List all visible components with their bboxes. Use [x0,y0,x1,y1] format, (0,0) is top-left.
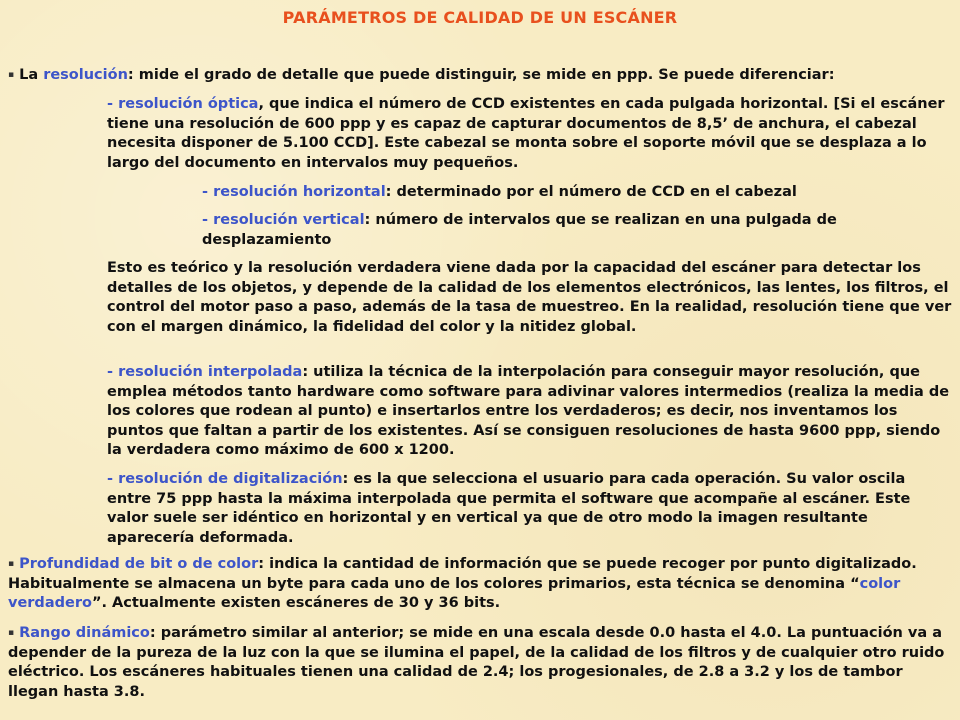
color-verdadero-term: color verdadero [8,575,901,611]
digitalizacion-text: : es la que selecciona el usuario para cada operación. Su valor oscila entre 75 ppp hasta la máxima interpolada que permita el software que acompañe al escáner. Este valor suele ser idéntico en horizontal y en vertical ya que de otro modo la imagen resultante aparecería deformada. [107,471,911,546]
item-resolucion-interpolada [107,363,952,461]
item-resolucion-vertical [202,211,902,250]
digitalizacion-dash: - [107,471,119,487]
bullet-rango-dinamico [8,624,953,702]
interpolada-text: : utiliza la técnica de la interpolación para conseguir mayor resolución, que emplea métodos tanto hardware como software para adivinar valores intermedios (realiza la media de los colores que rodean al punto) e insertarlos entre los verdaderos; es decir, nos inventamos los puntos que faltan a partir de los existentes. Así se consiguen resoluciones de hasta 9600 ppp, siendo la verdadera como máximo de 600 x 1200. [107,364,950,458]
bullet-square-icon: ▪ [8,628,15,638]
bullet-profundidad [8,555,953,614]
optica-dash: - [107,96,119,112]
profundidad-term: Profundidad de bit o de color [19,556,259,572]
item-resolucion-horizontal [202,183,942,203]
bullet-square-icon: ▪ [8,559,15,569]
resolucion-text: : mide el grado de detalle que puede distinguir, se mide en ppp. Se puede diferenciar: [127,67,835,83]
item-resolucion-digitalizacion [107,470,952,548]
rango-term: Rango dinámico [19,625,150,641]
vertical-term: resolución vertical [213,212,365,228]
optica-text: , que indica el número de CCD existentes en cada pulgada horizontal. [Si el escáner tiene una resolución de 600 ppp y es capaz de capturar documentos de 8,5’ de anchura, el cabezal necesita disponer de 5.100 CCD]. Este cabezal se monta sobre el soporte móvil que se desplaza a lo largo del documento en intervalos muy pequeños. [107,96,945,171]
item-resolucion-optica [107,95,952,173]
interpolada-dash: - [107,364,119,380]
profundidad-text: : indica la cantidad de información que se puede recoger por punto digitalizado. Habitualmente se almacena un byte para cada uno de los colores primarios, esta técnica se denomina “ [8,556,917,592]
profundidad-text-end: ”. Actualmente existen escáneres de 30 y 36 bits. [91,595,501,611]
bullet-resolucion [8,66,953,86]
digitalizacion-term: resolución de digitalización [118,471,343,487]
resolucion-term: resolución [43,67,128,83]
resolucion-pre: La [19,67,44,83]
rango-text: : parámetro similar al anterior; se mide en una escala desde 0.0 hasta el 4.0. La puntuación va a depender de la pureza de la luz con la que se ilumina el papel, de la calidad de los filtros y de cualquier otro ruido eléctrico. Los escáneres habituales tienen una calidad de 2.4; los progesionales, de 2.8 a 3.2 y los de tambor llegan hasta 3.8. [8,625,945,700]
optica-term: resolución óptica [118,96,259,112]
bullet-square-icon: ▪ [8,70,15,80]
vertical-dash: - [202,212,214,228]
horizontal-dash: - [202,184,214,200]
vertical-text: : número de intervalos que se realizan en una pulgada de desplazamiento [202,212,837,248]
horizontal-text: : determinado por el número de CCD en el cabezal [385,184,797,200]
interpolada-term: resolución interpolada [118,364,303,380]
page-title: PARÁMETROS DE CALIDAD DE UN ESCÁNER [282,8,678,27]
paragraph-teorico: Esto es teórico y la resolución verdadera viene dada por la capacidad del escáner para detectar los detalles de los objetos, y depende de la calidad de los elementos electrónicos, las lentes, los filtros, el control del motor paso a paso, además de la tasa de muestreo. En la realidad, resolución tiene que ver con el margen dinámico, la fidelidad del color y la nitidez global. [107,260,952,335]
horizontal-term: resolución horizontal [213,184,386,200]
